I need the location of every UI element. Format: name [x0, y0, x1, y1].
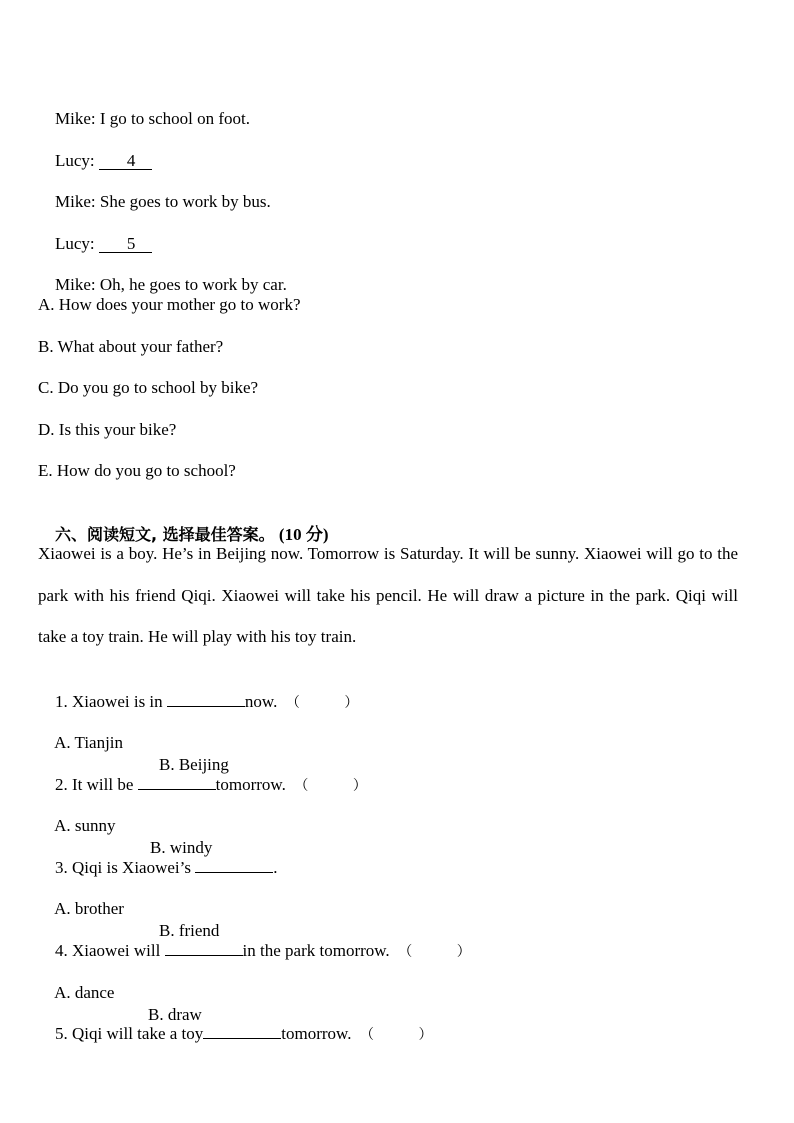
- dialogue-option-a: A. How does your mother go to work?: [38, 295, 301, 314]
- dialogue-blank[interactable]: 4: [99, 153, 153, 170]
- dialogue-speaker: Mike:: [55, 192, 96, 211]
- dialogue-speaker: Lucy:: [55, 234, 95, 253]
- option-b: B. Beijing: [159, 755, 229, 774]
- dialogue-text: I go to school on foot.: [99, 109, 251, 128]
- question-text: 2. It will be: [55, 775, 138, 794]
- answer-parentheses[interactable]: （ ）: [285, 695, 359, 711]
- question-text: 4. Xiaowei will: [55, 941, 165, 960]
- question-text: now.: [244, 692, 278, 711]
- question-text: in the park tomorrow.: [242, 941, 390, 960]
- question-text: 3. Qiqi is Xiaowei’s: [55, 858, 196, 877]
- dialogue-text: Oh, he goes to work by car.: [99, 275, 287, 294]
- answer-parentheses[interactable]: （ ）: [359, 1027, 433, 1043]
- question-text: 5. Qiqi will take a toy: [55, 1024, 204, 1043]
- question-text: tomorrow.: [281, 1024, 352, 1043]
- dialogue-speaker: Lucy:: [55, 151, 95, 170]
- dialogue-blank[interactable]: 5: [99, 236, 153, 253]
- dialogue-option-c: C. Do you go to school by bike?: [38, 378, 259, 397]
- option-b: B. windy: [150, 838, 213, 857]
- dialogue-speaker: Mike:: [55, 275, 96, 294]
- answer-blank[interactable]: [195, 857, 273, 873]
- dialogue-text: She goes to work by bus.: [99, 192, 271, 211]
- question-text: 1. Xiaowei is in: [55, 692, 167, 711]
- option-a: A. sunny: [54, 816, 116, 835]
- option-b: B. friend: [159, 921, 220, 940]
- answer-blank[interactable]: [138, 774, 216, 790]
- section-score: (10 分): [278, 525, 329, 544]
- option-a: A. brother: [54, 899, 124, 918]
- option-a: A. dance: [54, 983, 115, 1002]
- answer-blank[interactable]: [167, 691, 245, 707]
- dialogue-option-b: B. What about your father?: [38, 337, 224, 356]
- dialogue-speaker: Mike:: [55, 109, 96, 128]
- option-b: B. draw: [148, 1005, 202, 1024]
- question-text: .: [273, 858, 278, 877]
- section-title: 六、阅读短文, 选择最佳答案。: [55, 525, 275, 544]
- question-text: tomorrow.: [215, 775, 286, 794]
- option-a: A. Tianjin: [54, 733, 124, 752]
- worksheet-page: [38, 0, 758, 1123]
- answer-parentheses[interactable]: （ ）: [398, 944, 471, 960]
- dialogue-option-d: D. Is this your bike?: [38, 420, 177, 439]
- answer-parentheses[interactable]: （ ）: [294, 778, 367, 794]
- question-5: [38, 1001, 432, 1068]
- answer-blank[interactable]: [203, 1023, 281, 1039]
- answer-blank[interactable]: [165, 940, 243, 956]
- reading-passage: Xiaowei is a boy. He’s in Beijing now. Tomorrow is Saturday. It will be sunny. Xiaowei will go to the park with his friend Qiqi. Xiaowei will take his pencil. He will draw a picture in the park. Qiqi will take a toy train. He will play with his toy train.: [38, 544, 738, 646]
- dialogue-option-e: E. How do you go to school?: [38, 461, 236, 480]
